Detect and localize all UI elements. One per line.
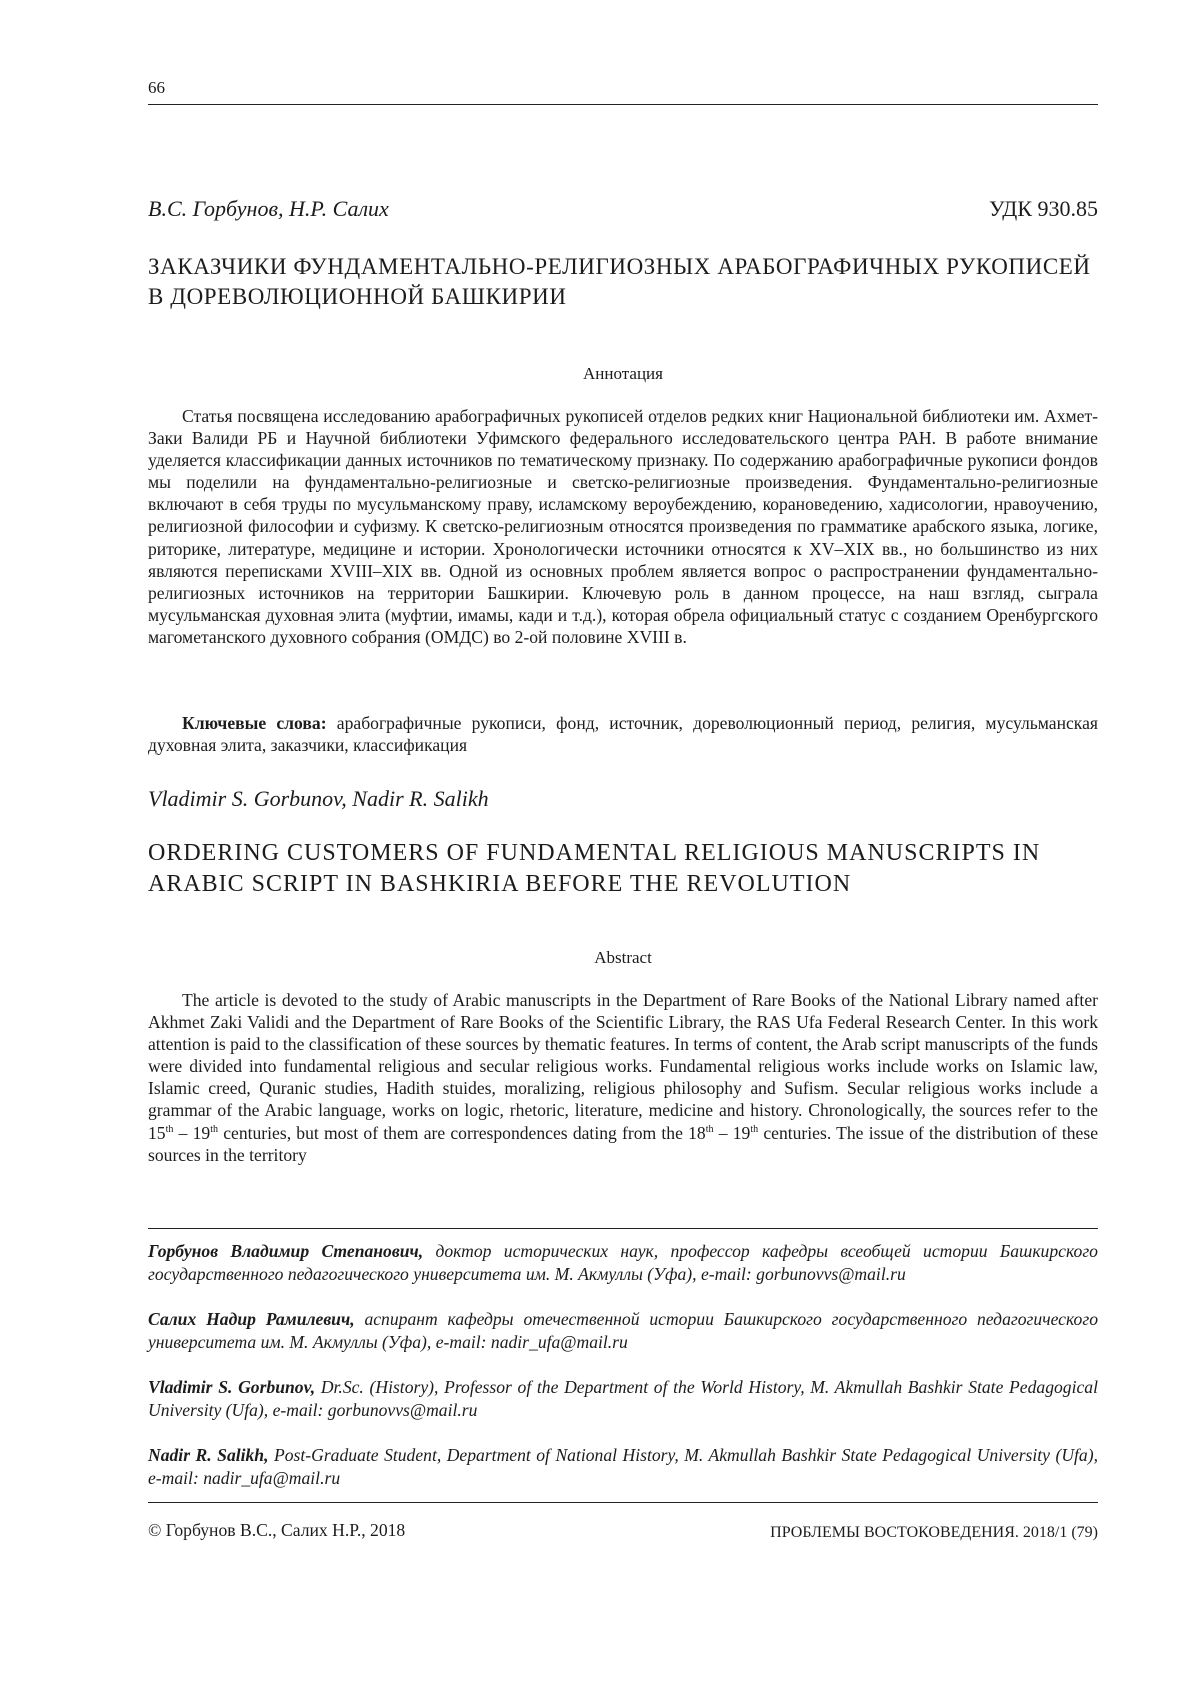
notes-top-rule: [148, 1228, 1098, 1229]
author-note-4: Nadir R. Salikh, Post-Graduate Student, Department of National History, M. Akmullah Bashkir State Pedagogical University (Ufa), e-mail: nadir_ufa@mail.ru: [148, 1445, 1098, 1488]
keywords-label: Ключевые слова:: [182, 713, 327, 733]
header-rule: [148, 104, 1098, 105]
udk-code: УДК 930.85: [988, 196, 1098, 221]
authors-en: Vladimir S. Gorbunov, Nadir R. Salikh: [148, 786, 489, 811]
author-note-name: Горбунов Владимир Степанович,: [148, 1241, 424, 1261]
author-note-1: Горбунов Владимир Степанович, доктор исторических наук, профессор кафедры всеобщей истории Башкирского государственного педагогического университета им. М. Акмуллы (Уфа), e-mail: gorbunovvs@mail.ru: [148, 1241, 1098, 1284]
author-note-3: Vladimir S. Gorbunov, Dr.Sc. (History), Professor of the Department of the World History, M. Akmullah Bashkir State Pedagogical University (Ufa), e-mail: gorbunovvs@mail.ru: [148, 1377, 1098, 1420]
keywords: [148, 712, 1098, 756]
author-note-2: Салих Надир Рамилевич, аспирант кафедры отечественной истории Башкирского государственного педагогического университета им. М. Акмуллы (Уфа), e-mail: nadir_ufa@mail.ru: [148, 1309, 1098, 1352]
author-note-name: Nadir R. Salikh,: [148, 1445, 269, 1465]
page-number: 66: [148, 78, 165, 97]
annotation-heading: Аннотация: [583, 364, 663, 383]
authors-ru: В.С. Горбунов, Н.Р. Салих: [148, 196, 389, 221]
copyright: © Горбунов В.С., Салих Н.Р., 2018: [148, 1520, 406, 1540]
author-note-name: Vladimir S. Gorbunov,: [148, 1377, 316, 1397]
notes-bottom-rule: [148, 1502, 1098, 1503]
annotation-text: Статья посвящена исследованию арабографичных рукописей отделов редких книг Национальной библиотеки им. Ахмет-Заки Валиди РБ и Научной библиотеки Уфимского федерального исследовательского центра РАН. В работе внимание уделяется классификации данных источников по тематическому признаку. По содержанию арабографичные рукописи фондов мы поделили на фундаментально-религиозные и светско-религиозные произведения. Фундаментально-религиозные включают в себя труды по мусульманскому праву, исламскому вероубеждению, корановедению, хадисологии, нравоучению, религиозной философии и суфизму. К светско-религиозным относятся произведения по грамматике арабского языка, логике, риторике, литературе, медицине и истории. Хронологически источники относятся к XV–XIX вв., но большинство из них являются переписками XVIII–XIX вв. Одной из основных проблем является вопрос о распространении фундаментально-религиозных источников на территории Башкирии. Ключевую роль в данном процессе, на наш взгляд, сыграла мусульманская духовная элита (муфтии, имамы, кади и т.д.), которая обрела официальный статус с созданием Оренбургского магометанского духовного собрания (ОМДС) во 2-ой половине XVIII в.: [148, 406, 1098, 647]
author-note-name: Салих Надир Рамилевич,: [148, 1309, 355, 1329]
journal-name: ПРОБЛЕМЫ ВОСТОКОВЕДЕНИЯ. 2018/1 (79): [770, 1524, 1098, 1541]
abstract-text: The article is devoted to the study of Arabic manuscripts in the Department of Rare Books of the National Library named after Akhmet Zaki Validi and the Department of Rare Books of the Scientific Library, the RAS Ufa Federal Research Center. In this work attention is paid to the classification of these sources by thematic features. In terms of content, the Arab script manuscripts of the funds were divided into fundamental religious and secular religious works. Fundamental religious works include works on Islamic law, Islamic creed, Quranic studies, Hadith stuides, moralizing, religious philosophy and Sufism. Secular religious works include a grammar of the Arabic language, works on logic, rhetoric, literature, medicine and history. Chronologically, the sources refer to the 15th – 19th centuries, but most of them are correspondences dating from the 18th – 19th centuries. The issue of the distribution of these sources in the territory: [148, 990, 1099, 1165]
abstract-heading: Abstract: [594, 948, 652, 967]
article-title-en: ORDERING CUSTOMERS OF FUNDAMENTAL RELIGIOUS MANUSCRIPTS IN ARABIC SCRIPT IN BASHKIRIA BEFORE THE REVOLUTION: [148, 840, 1041, 897]
article-title-ru: ЗАКАЗЧИКИ ФУНДАМЕНТАЛЬНО-РЕЛИГИОЗНЫХ АРАБОГРАФИЧНЫХ РУКОПИСЕЙ В ДОРЕВОЛЮЦИОННОЙ БАШКИРИИ: [148, 254, 1091, 309]
keywords-text: арабографичные рукописи, фонд, источник, дореволюционный период, религия, мусульманская духовная элита, заказчики, классификация: [148, 713, 1098, 756]
